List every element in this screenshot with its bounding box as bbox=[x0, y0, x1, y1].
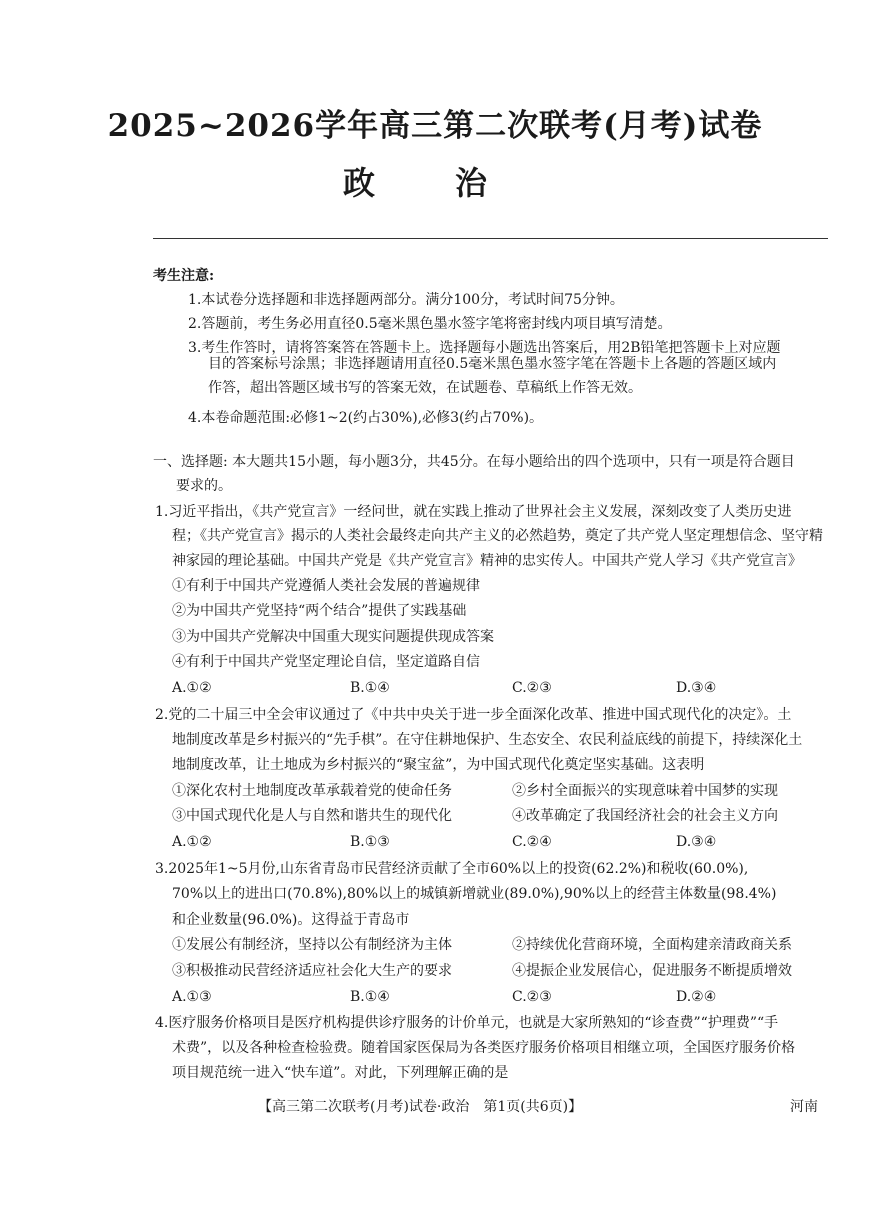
q2-statement-4: ④改革确定了我国经济社会的社会主义方向 bbox=[512, 808, 778, 824]
q1-option-a[interactable]: A.①② bbox=[172, 680, 212, 696]
notice-item-3: 3.考生作答时，请将答案答在答题卡上。选择题每小题选出答案后，用2B铅笔把答题卡上对应题 bbox=[188, 340, 781, 356]
q4-stem-line-2: 术费”，以及各种检查检验费。随着国家医保局为各类医疗服务价格项目相继立项，全国医疗服务价格 bbox=[172, 1040, 796, 1056]
notice-item-3-cont-1: 目的答案标号涂黑；非选择题请用直径0.5毫米黑色墨水签字笔在答题卡上各题的答题区域内 bbox=[208, 356, 777, 372]
q3-statement-2: ②持续优化营商环境，全面构建亲清政商关系 bbox=[512, 937, 792, 953]
q2-option-b[interactable]: B.①③ bbox=[350, 834, 390, 850]
q3-option-a[interactable]: A.①③ bbox=[172, 989, 212, 1005]
q3-stem-line-3: 和企业数量(96.0%)。这得益于青岛市 bbox=[172, 912, 410, 928]
q3-option-b[interactable]: B.①④ bbox=[350, 989, 390, 1005]
q1-statement-4: ④有利于中国共产党坚定理论自信，坚定道路自信 bbox=[172, 654, 480, 670]
q3-option-d[interactable]: D.②④ bbox=[676, 989, 717, 1005]
q2-statement-2: ②乡村全面振兴的实现意味着中国梦的实现 bbox=[512, 783, 778, 799]
q1-option-d[interactable]: D.③④ bbox=[676, 680, 717, 696]
q3-statement-1: ①发展公有制经济，坚持以公有制经济为主体 bbox=[172, 937, 452, 953]
q1-stem-line-3: 神家园的理论基础。中国共产党是《共产党宣言》精神的忠实传人。中国共产党人学习《共产党宣言》 bbox=[172, 553, 802, 569]
notice-heading: 考生注意: bbox=[153, 268, 215, 284]
q2-stem-line-2: 地制度改革是乡村振兴的“先手棋”。在守住耕地保护、生态安全、农民利益底线的前提下，持续深化土 bbox=[172, 732, 803, 748]
exam-title: 2025~2026学年高三第二次联考(月考)试卷 bbox=[107, 108, 763, 144]
q1-stem-line-2: 程；《共产党宣言》揭示的人类社会最终走向共产主义的必然趋势，奠定了共产党人坚定理想信念、坚守精 bbox=[172, 528, 823, 544]
q2-statement-3: ③中国式现代化是人与自然和谐共生的现代化 bbox=[172, 808, 452, 824]
q3-stem-line-1: 3.2025年1~5月份,山东省青岛市民营经济贡献了全市60%以上的投资(62.2%)和税收(60.0%), bbox=[155, 861, 749, 877]
q1-statement-3: ③为中国共产党解决中国重大现实问题提供现成答案 bbox=[172, 629, 494, 645]
q2-option-a[interactable]: A.①② bbox=[172, 834, 212, 850]
q1-option-c[interactable]: C.②③ bbox=[512, 680, 552, 696]
footer-region: 河南 bbox=[790, 1099, 818, 1115]
section-heading: 一、选择题: 本大题共15小题，每小题3分，共45分。在每小题给出的四个选项中，只有一项是符合题目 bbox=[153, 454, 795, 470]
q4-stem-line-1: 4.医疗服务价格项目是医疗机构提供诊疗服务的计价单元，也就是大家所熟知的“诊查费”“护理费”“手 bbox=[155, 1015, 779, 1031]
q3-statement-3: ③积极推动民营经济适应社会化大生产的要求 bbox=[172, 963, 452, 979]
q3-option-c[interactable]: C.②③ bbox=[512, 989, 552, 1005]
section-heading-cont: 要求的。 bbox=[176, 478, 232, 494]
q1-statement-1: ①有利于中国共产党遵循人类社会发展的普遍规律 bbox=[172, 578, 480, 594]
header-divider bbox=[153, 238, 828, 239]
notice-item-2: 2.答题前，考生务必用直径0.5毫米黑色墨水签字笔将密封线内项目填写清楚。 bbox=[188, 316, 672, 332]
q3-stem-line-2: 70%以上的进出口(70.8%),80%以上的城镇新增就业(89.0%),90%以上的经营主体数量(98.4%) bbox=[172, 886, 777, 902]
q2-statement-1: ①深化农村土地制度改革承载着党的使命任务 bbox=[172, 783, 452, 799]
q2-stem-line-1: 2.党的二十届三中全会审议通过了《中共中央关于进一步全面深化改革、推进中国式现代化的决定》。土 bbox=[155, 707, 792, 723]
notice-item-1: 1.本试卷分选择题和非选择题两部分。满分100分，考试时间75分钟。 bbox=[188, 292, 624, 308]
q1-stem-line-1: 1.习近平指出，《共产党宣言》一经问世，就在实践上推动了世界社会主义发展，深刻改变了人类历史进 bbox=[155, 504, 792, 520]
notice-item-4: 4.本卷命题范围:必修1~2(约占30%),必修3(约占70%)。 bbox=[188, 410, 544, 426]
q1-statement-2: ②为中国共产党坚持“两个结合”提供了实践基础 bbox=[172, 603, 467, 619]
q2-option-d[interactable]: D.③④ bbox=[676, 834, 717, 850]
q1-option-b[interactable]: B.①④ bbox=[350, 680, 390, 696]
q2-stem-line-3: 地制度改革，让土地成为乡村振兴的“聚宝盆”，为中国式现代化奠定坚实基础。这表明 bbox=[172, 757, 705, 773]
page-footer: 【高三第二次联考(月考)试卷·政治 第1页(共6页)】 bbox=[258, 1099, 583, 1115]
q3-statement-4: ④提振企业发展信心，促进服务不断提质增效 bbox=[512, 963, 792, 979]
notice-item-3-cont-2: 作答，超出答题区域书写的答案无效，在试题卷、草稿纸上作答无效。 bbox=[208, 380, 642, 396]
subject-title: 政治 bbox=[342, 164, 567, 202]
q2-option-c[interactable]: C.②④ bbox=[512, 834, 552, 850]
q4-stem-line-3: 项目规范统一进入“快车道”。对此，下列理解正确的是 bbox=[172, 1065, 509, 1081]
